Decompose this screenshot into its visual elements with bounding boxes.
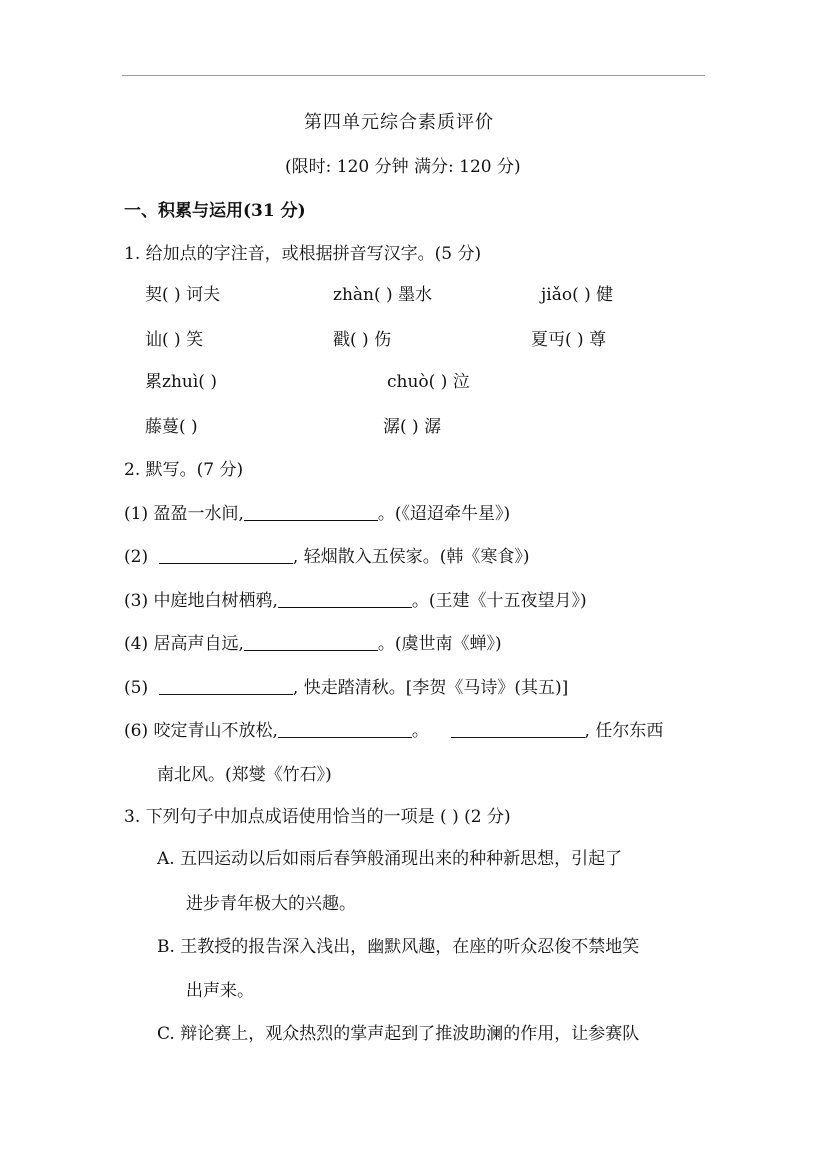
option-a-cont: 进步青年极大的兴趣。 [186,894,356,914]
q2-line-1: (1) 盈盈一水间, 。(《迢迢牵牛星》) [124,504,511,524]
answer-blank[interactable] [244,634,378,651]
answer-blank[interactable] [278,721,412,738]
q1-item-9: 藤蔓( ) [145,417,198,437]
q2-line-5: (5) , 快走踏清秋。[李贺《马诗》(其五)] [124,678,569,698]
q1-item-8: chuò( ) 泣 [387,372,470,392]
q1-item-4: 讪( ) 笑 [145,330,204,350]
q2-line-3: (3) 中庭地白树栖鸦, 。(王建《十五夜望月》) [124,591,587,611]
q2-line-4: (4) 居高声自远, 。(虞世南《蝉》) [124,634,502,654]
option-b[interactable]: B. 王教授的报告深入浅出，幽默风趣，在座的听众忍俊不禁地笑 [157,937,640,957]
q1-item-10: 潺( ) 潺 [383,417,442,437]
section-heading: 一、积累与运用(31 分) [124,201,306,221]
answer-blank[interactable] [159,678,293,695]
header-rule [122,75,705,76]
q2-line-6: (6) 咬定青山不放松, 。 , 任尔东西 [124,721,664,741]
q2-line-6-cont: 南北风。(郑燮《竹石》) [157,765,332,785]
option-a[interactable]: A. 五四运动以后如雨后春笋般涌现出来的种种新思想，引起了 [157,849,623,869]
q1-item-7: 累zhuì( ) [145,372,217,392]
q1-item-5: 戳( ) 伤 [333,330,392,350]
question-1-stem: 1. 给加点的字注音，或根据拼音写汉字。(5 分) [124,244,482,264]
q1-item-1: 契( ) 诃夫 [145,285,221,305]
answer-blank[interactable] [278,591,412,608]
q2-line-2: (2) , 轻烟散入五侯家。(韩《寒食》) [124,547,530,567]
answer-blank[interactable] [244,504,378,521]
option-c[interactable]: C. 辩论赛上，观众热烈的掌声起到了推波助澜的作用，让参赛队 [157,1024,640,1044]
question-3-stem: 3. 下列句子中加点成语使用恰当的一项是 ( ) (2 分) [124,807,511,827]
q1-item-6: 夏丏( ) 尊 [531,330,607,350]
answer-blank[interactable] [159,547,293,564]
q1-item-3: jiǎo( ) 健 [541,285,614,305]
question-2-stem: 2. 默写。(7 分) [124,460,244,480]
q1-item-2: zhàn( ) 墨水 [333,285,433,305]
option-b-cont: 出声来。 [186,981,254,1001]
exam-subtitle: (限时: 120 分钟 满分: 120 分) [285,157,521,177]
answer-blank[interactable] [451,721,585,738]
page-title: 第四单元综合素质评价 [304,112,494,133]
